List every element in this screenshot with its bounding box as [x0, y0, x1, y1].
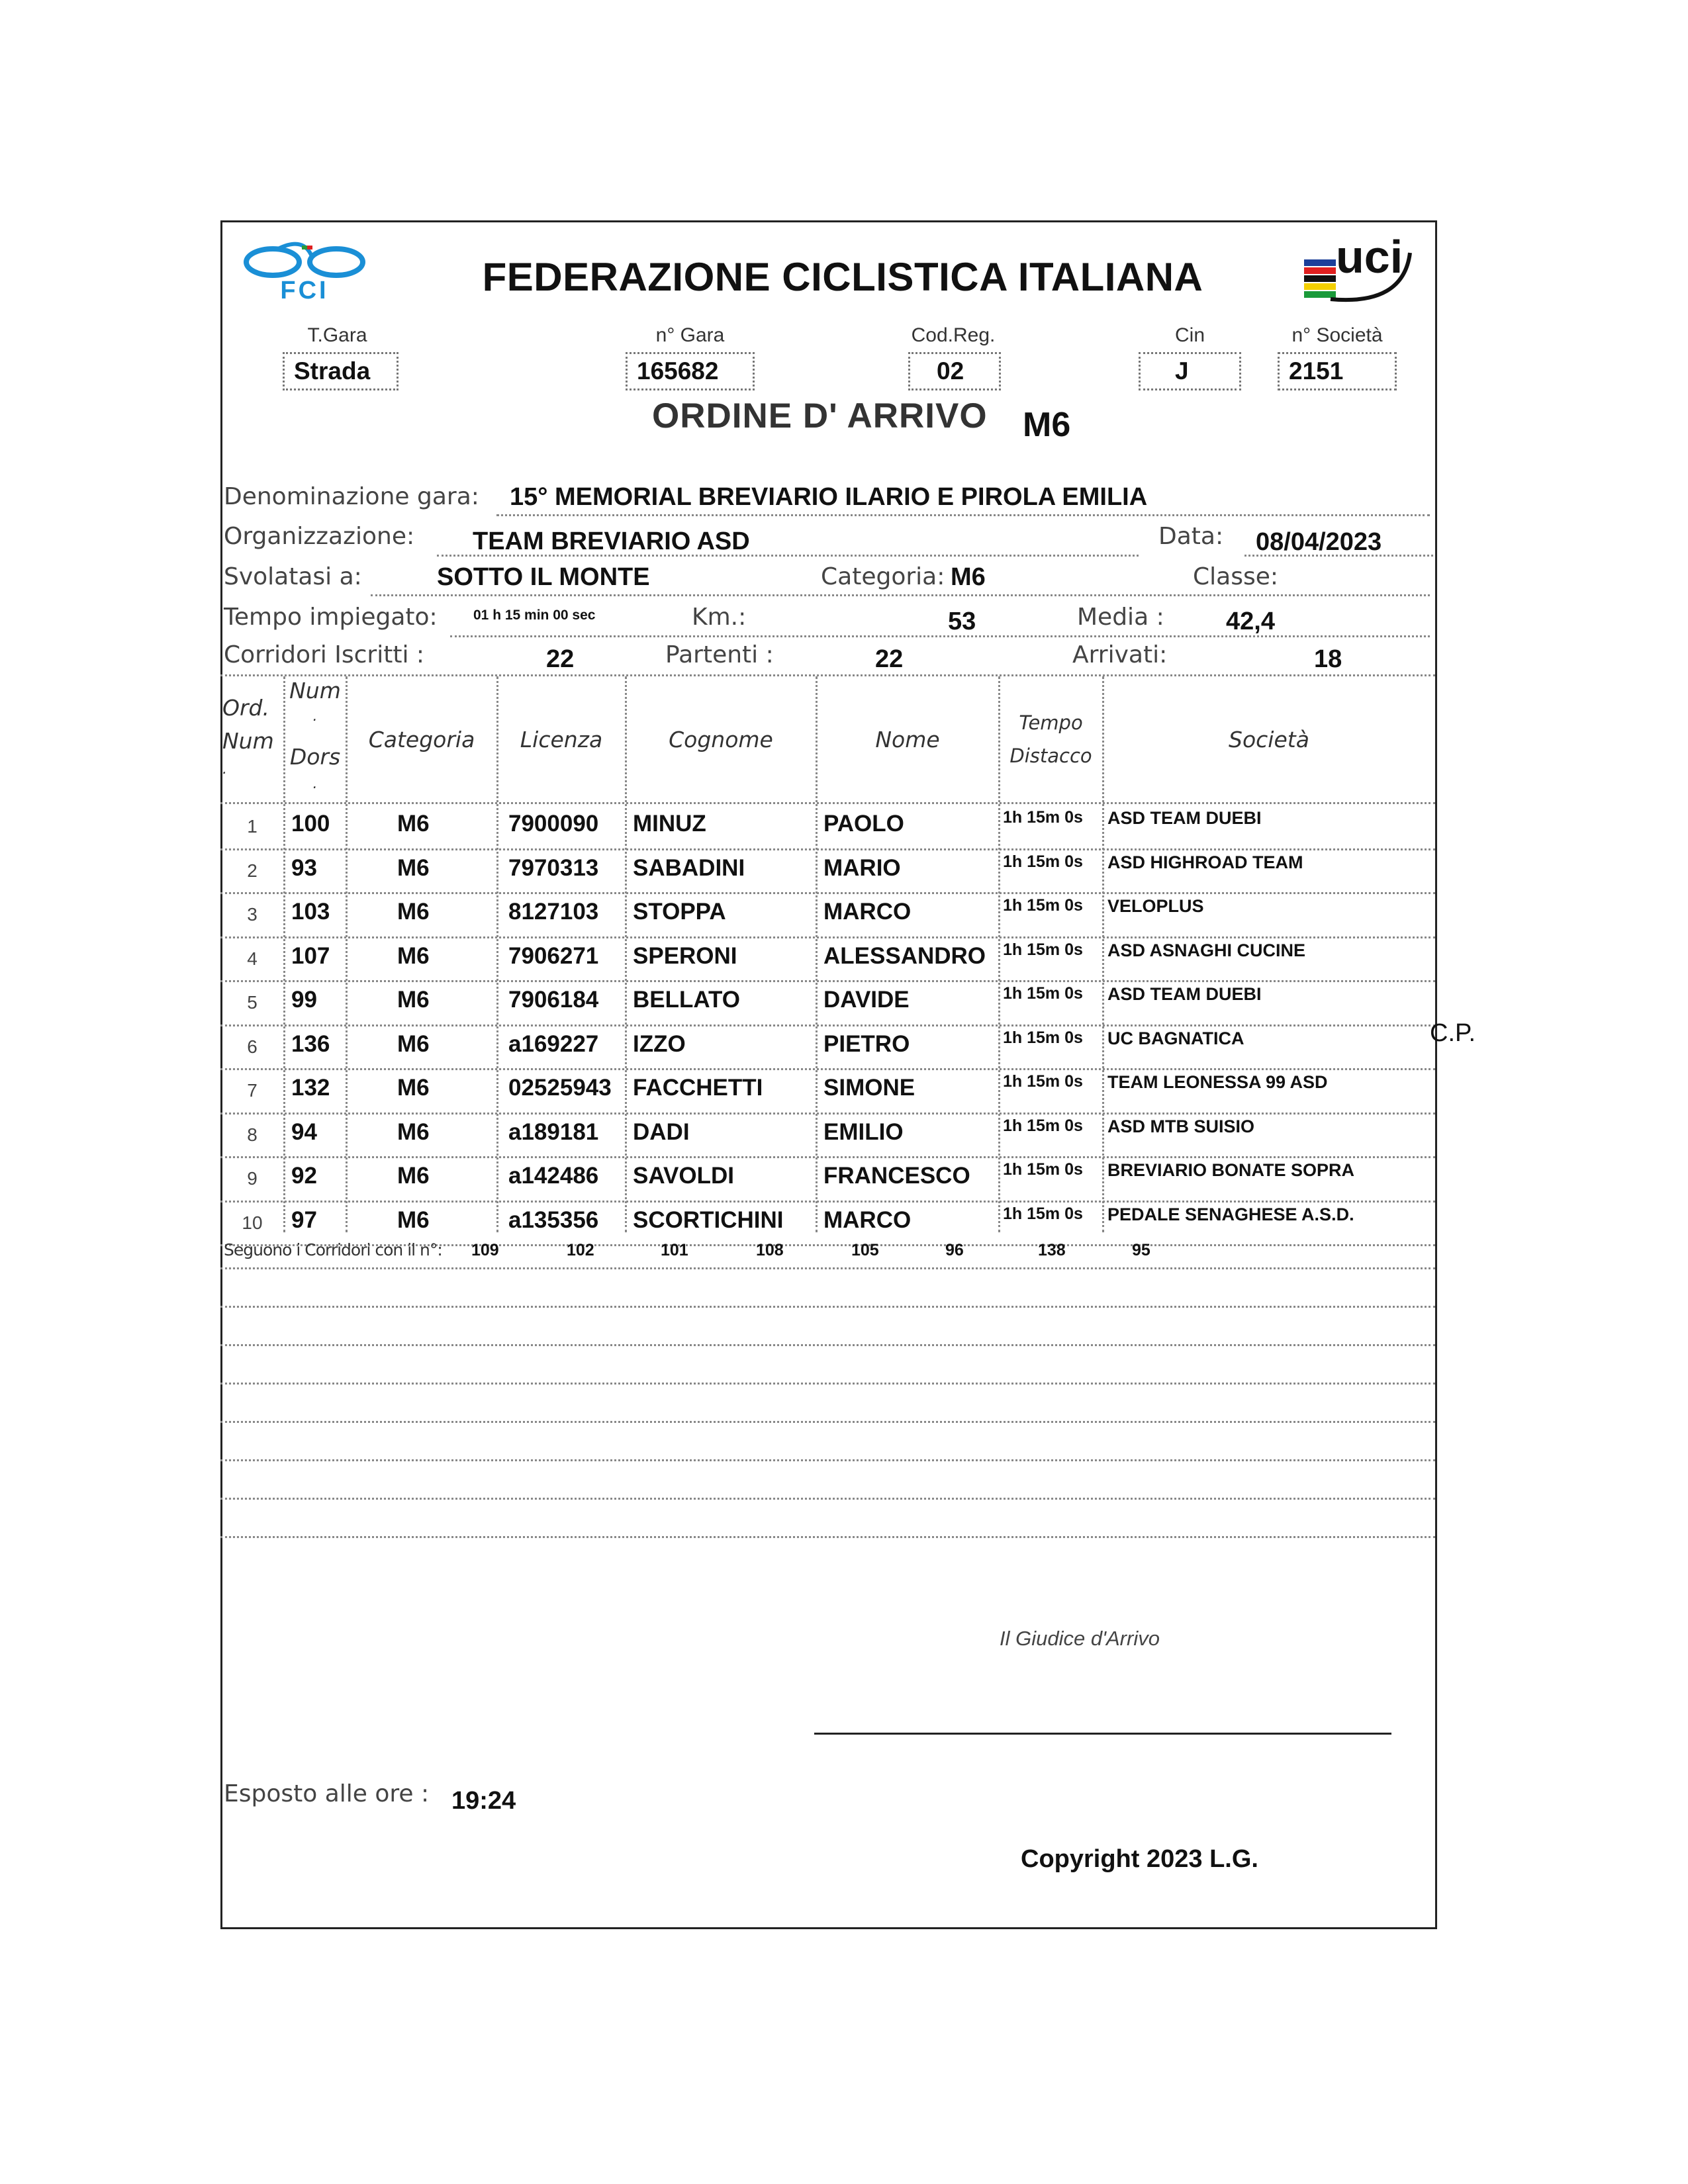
- nsocieta-value: 2151: [1278, 352, 1397, 390]
- cell-cognome: MINUZ: [633, 811, 706, 837]
- blank-line: [220, 1536, 1435, 1538]
- svolta-label: Svolatasi a:: [224, 563, 362, 590]
- categoria-value: M6: [951, 563, 986, 591]
- col-sep-3: [496, 676, 498, 1232]
- codreg-label: Cod.Reg.: [911, 324, 996, 346]
- row-underline: [220, 892, 1435, 894]
- cin-value: J: [1139, 352, 1241, 390]
- cell-cat: M6: [397, 987, 430, 1013]
- col-sep-7: [1102, 676, 1104, 1232]
- cell-cognome: SCORTICHINI: [633, 1206, 784, 1233]
- cell-nome: PAOLO: [823, 811, 904, 837]
- cell-cognome: BELLATO: [633, 987, 741, 1013]
- cell-nome: PIETRO: [823, 1030, 910, 1057]
- cell-nome: MARCO: [823, 899, 912, 925]
- cell-societa: ASD TEAM DUEBI: [1107, 808, 1262, 828]
- cell-lic: 7906184: [508, 987, 599, 1013]
- iscritti-underline: [220, 674, 1435, 676]
- media-value: 42,4: [1226, 608, 1275, 635]
- cell-distacco: 1h 15m 0s: [1003, 1116, 1083, 1135]
- partenti-label: Partenti :: [665, 641, 774, 668]
- cell-distacco: 1h 15m 0s: [1003, 1072, 1083, 1091]
- following-label: Seguono i Corridori con il n°:: [224, 1240, 442, 1259]
- cell-nome: ALESSANDRO: [823, 942, 986, 969]
- cell-lic: a169227: [508, 1030, 599, 1057]
- header-underline: [220, 802, 1435, 804]
- svolta-underline: [371, 594, 1430, 596]
- data-label: Data:: [1158, 523, 1224, 550]
- cell-lic: 02525943: [508, 1075, 612, 1101]
- data-value: 08/04/2023: [1256, 528, 1382, 556]
- cell-nome: FRANCESCO: [823, 1163, 970, 1189]
- uci-logo: [1304, 233, 1417, 306]
- nsocieta-label: n° Società: [1291, 324, 1383, 346]
- esposto-time: 19:24: [451, 1787, 516, 1815]
- header-cognome: Cognome: [669, 727, 773, 752]
- tempo-value: 01 h 15 min 00 sec: [473, 608, 596, 623]
- cell-ord: 3: [247, 904, 258, 925]
- header-ord-1: Ord.: [222, 695, 269, 721]
- uci-logo-text: uci: [1336, 231, 1403, 283]
- cell-societa: ASD HIGHROAD TEAM: [1107, 852, 1303, 872]
- following-number: 102: [567, 1241, 594, 1259]
- cell-cat: M6: [397, 1030, 430, 1057]
- row-underline: [220, 1113, 1435, 1115]
- cell-societa: UC BAGNATICA: [1107, 1028, 1244, 1048]
- classe-label: Classe:: [1193, 563, 1278, 590]
- blank-line: [220, 1344, 1435, 1346]
- blank-line: [220, 1421, 1435, 1423]
- row-underline: [220, 1156, 1435, 1158]
- cell-cognome: SPERONI: [633, 942, 737, 969]
- cin-label: Cin: [1174, 324, 1205, 346]
- doc-title: ORDINE D' ARRIVO: [652, 396, 988, 435]
- cell-lic: 7906271: [508, 942, 599, 969]
- denominazione-label: Denominazione gara:: [224, 483, 479, 510]
- cell-ord: 10: [242, 1212, 263, 1233]
- cell-num: 99: [291, 987, 317, 1013]
- cell-num: 107: [291, 942, 330, 969]
- cell-num: 136: [291, 1030, 330, 1057]
- header-categoria: Categoria: [368, 727, 475, 752]
- cell-nome: MARIO: [823, 854, 901, 881]
- ngara-value: 165682: [626, 352, 755, 390]
- following-number: 95: [1132, 1241, 1150, 1259]
- blank-line: [220, 1459, 1435, 1461]
- header-societa: Società: [1229, 727, 1309, 752]
- cell-cognome: SAVOLDI: [633, 1163, 734, 1189]
- cell-cognome: DADI: [633, 1118, 690, 1145]
- col-sep-4: [625, 676, 627, 1232]
- fci-logo-text: FCI: [280, 277, 329, 304]
- organizzazione-underline: [437, 555, 1139, 557]
- blank-line: [220, 1267, 1435, 1269]
- cell-societa: VELOPLUS: [1107, 896, 1204, 916]
- cell-societa: BREVIARIO BONATE SOPRA: [1107, 1160, 1355, 1180]
- cell-ord: 8: [247, 1124, 258, 1145]
- cell-cat: M6: [397, 899, 430, 925]
- cell-cognome: IZZO: [633, 1030, 686, 1057]
- tgara-value: Strada: [283, 352, 399, 390]
- organizzazione-value: TEAM BREVIARIO ASD: [473, 527, 750, 555]
- tgara-label: T.Gara: [307, 324, 367, 346]
- cell-num: 97: [291, 1206, 317, 1233]
- cell-num: 93: [291, 854, 317, 881]
- cell-nome: DAVIDE: [823, 987, 910, 1013]
- cell-distacco: 1h 15m 0s: [1003, 808, 1083, 827]
- blank-line: [220, 1306, 1435, 1308]
- cell-ord: 4: [247, 948, 258, 969]
- cell-distacco: 1h 15m 0s: [1003, 852, 1083, 871]
- cell-cognome: STOPPA: [633, 899, 726, 925]
- cell-distacco: 1h 15m 0s: [1003, 984, 1083, 1003]
- iscritti-value: 22: [546, 645, 575, 673]
- following-number: 138: [1038, 1241, 1066, 1259]
- header-num-2: .: [312, 708, 318, 725]
- row-underline: [220, 980, 1435, 982]
- arrivati-value: 18: [1314, 645, 1342, 673]
- iscritti-label: Corridori Iscritti :: [224, 641, 425, 668]
- cell-lic: a135356: [508, 1206, 599, 1233]
- copyright: Copyright 2023 L.G.: [1021, 1845, 1258, 1873]
- cell-cat: M6: [397, 1206, 430, 1233]
- media-label: Media :: [1077, 604, 1164, 631]
- header-num-3: Dors: [289, 744, 341, 770]
- categoria-label: Categoria:: [821, 563, 945, 590]
- cell-lic: 7900090: [508, 811, 599, 837]
- cell-cat: M6: [397, 942, 430, 969]
- cell-num: 92: [291, 1163, 317, 1189]
- header-tempo-2: Distacco: [1009, 745, 1092, 767]
- row-underline: [220, 848, 1435, 850]
- header-tempo-1: Tempo: [1019, 711, 1083, 734]
- cell-cat: M6: [397, 1075, 430, 1101]
- cell-distacco: 1h 15m 0s: [1003, 940, 1083, 959]
- km-label: Km.:: [692, 604, 747, 631]
- header-num-4: .: [312, 776, 318, 792]
- data-underline: [1244, 555, 1433, 557]
- cell-nome: EMILIO: [823, 1118, 904, 1145]
- header-ord-2: Num: [222, 728, 274, 754]
- cell-num: 100: [291, 811, 330, 837]
- cell-num: 94: [291, 1118, 317, 1145]
- cell-cognome: SABADINI: [633, 854, 745, 881]
- denominazione-underline: [496, 514, 1430, 516]
- col-sep-2: [346, 676, 348, 1232]
- following-number: 105: [851, 1241, 879, 1259]
- federation-title: FEDERAZIONE CICLISTICA ITALIANA: [482, 255, 1203, 299]
- denominazione-value: 15° MEMORIAL BREVIARIO ILARIO E PIROLA EMILIA: [510, 483, 1148, 511]
- header-num-1: Num: [289, 678, 341, 704]
- row-underline: [220, 1068, 1435, 1070]
- cell-lic: 8127103: [508, 899, 599, 925]
- cell-societa: PEDALE SENAGHESE A.S.D.: [1107, 1204, 1354, 1224]
- cell-societa: ASD ASNAGHI CUCINE: [1107, 940, 1306, 960]
- cell-ord: 9: [247, 1168, 258, 1189]
- cell-cat: M6: [397, 1118, 430, 1145]
- side-note: C.P.: [1430, 1019, 1476, 1047]
- tempo-underline: [450, 635, 1430, 637]
- cell-ord: 6: [247, 1036, 258, 1057]
- cell-societa: ASD TEAM DUEBI: [1107, 984, 1262, 1004]
- cell-num: 103: [291, 899, 330, 925]
- cell-distacco: 1h 15m 0s: [1003, 1028, 1083, 1047]
- col-sep-5: [816, 676, 818, 1232]
- following-number: 109: [471, 1241, 499, 1259]
- cell-distacco: 1h 15m 0s: [1003, 896, 1083, 915]
- partenti-value: 22: [875, 645, 904, 673]
- organizzazione-label: Organizzazione:: [224, 523, 415, 550]
- ngara-label: n° Gara: [655, 324, 725, 346]
- cell-distacco: 1h 15m 0s: [1003, 1204, 1083, 1223]
- arrivati-label: Arrivati:: [1072, 641, 1168, 668]
- fci-logo: [238, 238, 371, 304]
- svolta-value: SOTTO IL MONTE: [437, 563, 650, 591]
- cell-ord: 2: [247, 860, 258, 881]
- tempo-label: Tempo impiegato:: [224, 604, 438, 631]
- header-ord-3: .: [222, 761, 227, 778]
- esposto-label: Esposto alle ore :: [224, 1780, 430, 1807]
- km-value: 53: [948, 608, 976, 635]
- following-number: 108: [756, 1241, 784, 1259]
- cell-societa: ASD MTB SUISIO: [1107, 1116, 1255, 1136]
- category-badge: M6: [1023, 406, 1071, 444]
- header-licenza: Licenza: [520, 727, 603, 752]
- cell-cat: M6: [397, 1163, 430, 1189]
- judge-label: Il Giudice d'Arrivo: [1000, 1627, 1160, 1650]
- following-number: 96: [945, 1241, 964, 1259]
- cell-distacco: 1h 15m 0s: [1003, 1160, 1083, 1179]
- following-number: 101: [661, 1241, 688, 1259]
- blank-line: [220, 1498, 1435, 1500]
- cell-cat: M6: [397, 854, 430, 881]
- cell-societa: TEAM LEONESSA 99 ASD: [1107, 1072, 1328, 1092]
- cell-num: 132: [291, 1075, 330, 1101]
- row-underline: [220, 1024, 1435, 1026]
- codreg-value: 02: [908, 352, 1001, 390]
- cell-lic: a142486: [508, 1163, 599, 1189]
- cell-cognome: FACCHETTI: [633, 1075, 763, 1101]
- header-nome: Nome: [875, 727, 940, 752]
- cell-ord: 7: [247, 1080, 258, 1101]
- row-underline: [220, 1201, 1435, 1203]
- row-underline: [220, 936, 1435, 938]
- cell-ord: 5: [247, 992, 258, 1013]
- blank-line: [220, 1383, 1435, 1385]
- cell-ord: 1: [247, 816, 258, 837]
- cell-cat: M6: [397, 811, 430, 837]
- judge-signature-line: [814, 1733, 1391, 1735]
- cell-lic: 7970313: [508, 854, 599, 881]
- cell-lic: a189181: [508, 1118, 599, 1145]
- cell-nome: SIMONE: [823, 1075, 915, 1101]
- cell-nome: MARCO: [823, 1206, 912, 1233]
